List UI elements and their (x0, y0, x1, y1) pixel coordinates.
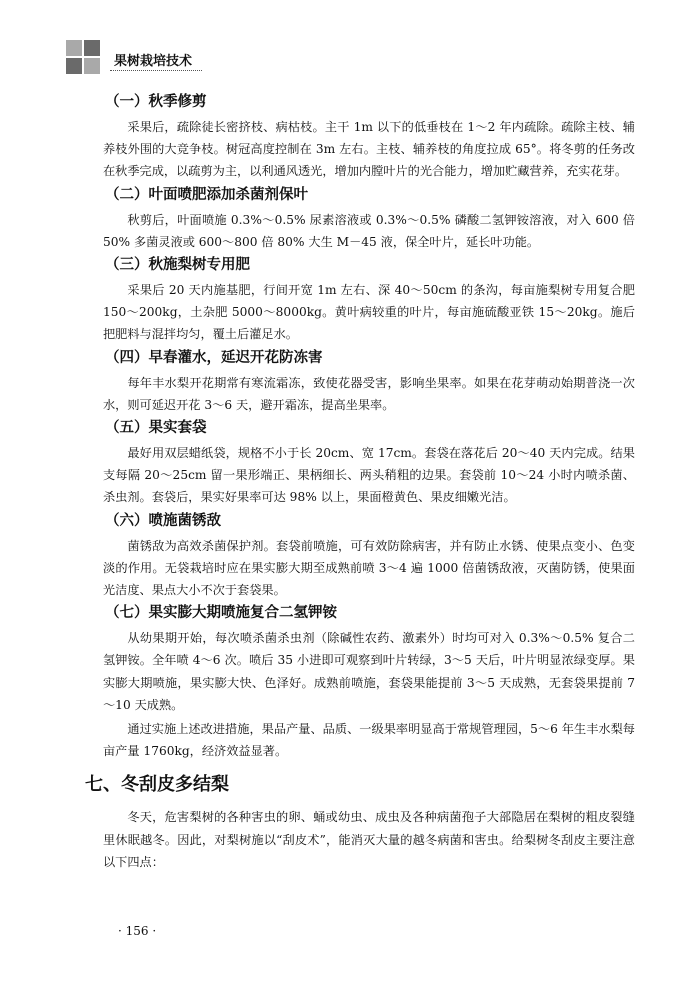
chapter-heading: 七、冬刮皮多结梨 (85, 774, 229, 796)
chapter-section (85, 772, 635, 873)
paragraph: 采果后，疏除徒长密挤枝、病枯枝。主干 1m 以下的低垂枝在 1～2 年内疏除。疏除主枝、辅养枝外围的大竞争枝。树冠高度控制在 3m 左右。主枝、辅养枝的角度拉成 65°。将冬剪的任务改在秋季完成，以疏剪为主，以利通风透光，增加内膛叶片的光合能力，增加贮藏营养，充实花芽。 (103, 120, 635, 179)
section-heading: （五）果实套袋 (105, 420, 207, 437)
paragraph: 最好用双层蜡纸袋，规格不小于长 20cm、宽 17cm。套袋在落花后 20～40 天内完成。结果支每隔 20～25cm 留一果形端正、果柄细长、两头稍粗的边果。套袋前 10～24 小时内喷杀菌、杀虫剂。套袋后，果实好果率可达 98% 以上，果面橙黄色、果皮细嫩光洁。 (103, 446, 635, 505)
section (103, 603, 635, 762)
header-square (84, 58, 100, 74)
running-header-title: 果树栽培技术 (114, 54, 193, 69)
section-heading: （六）喷施菌锈敌 (105, 512, 221, 529)
section-heading: （四）早春灌水，延迟开花防冻害 (105, 349, 323, 366)
paragraph: 冬天，危害梨树的各种害虫的卵、蛹或幼虫、成虫及各种病菌孢子大部隐居在梨树的粗皮裂缝里休眠越冬。因此，对梨树施以“刮皮术”，能消灭大量的越冬病菌和害虫。给梨树冬刮皮主要注意以下四点： (103, 810, 635, 869)
paragraph: 通过实施上述改进措施，果品产量、品质、一级果率明显高于常规管理园，5～6 年生丰水梨每亩产量 1760kg，经济效益显著。 (103, 722, 635, 759)
section (103, 348, 635, 416)
header-square (84, 40, 100, 56)
section-heading: （三）秋施梨树专用肥 (105, 257, 250, 274)
header-dotted-rule (110, 70, 202, 71)
section-heading: （二）叶面喷肥添加杀菌剂保叶 (105, 186, 308, 203)
paragraph: 从幼果期开始，每次喷杀菌杀虫剂（除碱性农药、激素外）时均可对入 0.3%～0.5% 复合二氢钾铵。全年喷 4～6 次。喷后 35 小进即可观察到叶片转绿，3～5 天后，叶片明显浓绿变厚。果实膨大期喷施，果实膨大快、色泽好。成熟前喷施，套袋果能提前 3～5 天成熟，无套袋果提前 7～10 天成熟。 (103, 631, 635, 712)
header-square (66, 58, 82, 74)
page-content (85, 92, 635, 875)
page-number: · 156 · (118, 924, 157, 938)
section-heading: （七）果实膨大期喷施复合二氢钾铵 (105, 605, 337, 622)
section (103, 418, 635, 509)
section-heading: （一）秋季修剪 (105, 94, 207, 110)
paragraph: 秋剪后，叶面喷施 0.3%～0.5% 尿素溶液或 0.3%～0.5% 磷酸二氢钾铵溶液，对入 600 倍 50% 多菌灵液或 600～800 倍 80% 大生 M－45 液，保全叶片，延长叶功能。 (103, 212, 635, 249)
section (103, 92, 635, 183)
header-square (66, 40, 82, 56)
paragraph: 菌锈敌为高效杀菌保护剂。套袋前喷施，可有效防除病害，并有防止水锈、使果点变小、色变淡的作用。无袋栽培时应在果实膨大期至成熟前喷 3～4 遍 1000 倍菌锈敌液，灭菌防锈，使果面光洁度、果点大小不次于套袋果。 (103, 538, 635, 598)
section (103, 255, 635, 346)
paragraph: 每年丰水梨开花期常有寒流霜冻，致使花器受害，影响坐果率。如果在花芽萌动始期普浇一次水，则可延迟开花 3～6 天，避开霜冻，提高坐果率。 (103, 375, 635, 412)
section (103, 511, 635, 602)
section (103, 185, 635, 253)
paragraph: 采果后 20 天内施基肥，行间开宽 1m 左右、深 40～50cm 的条沟，每亩施梨树专用复合肥 150～200kg，土杂肥 5000～8000kg。黄叶病较重的叶片，每亩施硫酸亚铁 15～20kg。施后把肥料与混拌均匀，覆土后灌足水。 (103, 283, 635, 342)
